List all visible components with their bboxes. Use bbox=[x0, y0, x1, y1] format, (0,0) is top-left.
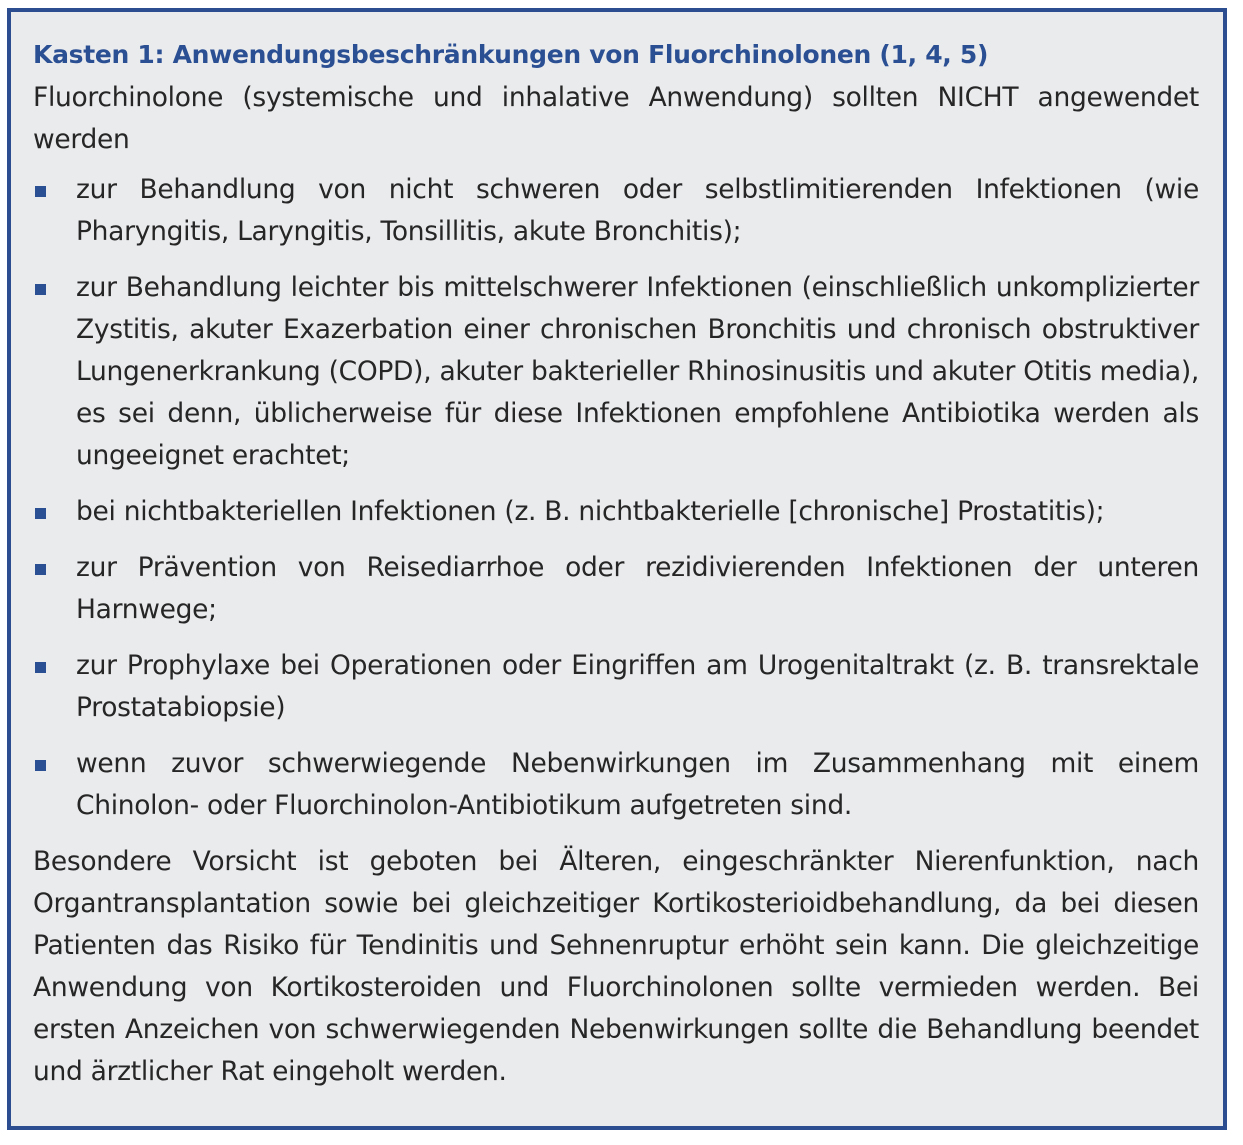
restriction-list bbox=[33, 169, 1199, 827]
square-bullet-icon bbox=[35, 760, 46, 771]
square-bullet-icon bbox=[35, 186, 46, 197]
list-item bbox=[33, 491, 1199, 533]
list-item-text: zur Behandlung leichter bis mittelschwerer Infektionen (einschließlich unkomplizierter Zystitis, akuter Exazerbation einer chronischen Bronchitis und chronisch obstruktiver Lungenerkrankung (COPD), akuter bakterieller Rhinosinusitis und akuter Otitis media), es sei denn, üblicherweise für diese Infektionen empfohlene Antibiotika werden als ungeeignet erachtet; bbox=[76, 272, 1199, 471]
list-item-text: zur Prävention von Reisediarrhoe oder rezidivierenden Infektionen der unteren Harnwege; bbox=[76, 552, 1199, 625]
list-item bbox=[33, 267, 1199, 477]
square-bullet-icon bbox=[35, 284, 46, 295]
list-item bbox=[33, 645, 1199, 729]
list-item-text: wenn zuvor schwerwiegende Nebenwirkungen im Zusammenhang mit einem Chinolon- oder Fluorchinolon-Antibiotikum aufgetreten sind. bbox=[76, 748, 1199, 821]
box-outro: Besondere Vorsicht ist geboten bei Älteren, eingeschränkter Nierenfunktion, nach Organtransplantation sowie bei gleichzeitiger Kortikosterioidbehandlung, da bei diesen Patienten das Risiko für Tendinitis und Sehnenruptur erhöht sein kann. Die gleichzeitige Anwendung von Kortikosteroiden und Fluorchinolonen sollte vermieden werden. Bei ersten Anzeichen von schwerwiegenden Nebenwirkungen sollte die Behandlung beendet und ärztlicher Rat eingeholt werden. bbox=[33, 846, 1199, 1087]
list-item bbox=[33, 743, 1199, 827]
list-item bbox=[33, 547, 1199, 631]
list-item bbox=[33, 169, 1199, 253]
box-intro: Fluorchinolone (systemische und inhalative Anwendung) sollten NICHT angewendet werden bbox=[33, 82, 1199, 155]
info-box bbox=[7, 8, 1227, 1130]
box-title: Kasten 1: Anwendungsbeschränkungen von Fluorchinolonen (1, 4, 5) bbox=[33, 40, 989, 69]
square-bullet-icon bbox=[35, 564, 46, 575]
list-item-text: zur Prophylaxe bei Operationen oder Eingriffen am Urogenitaltrakt (z. B. transrektale Prostatabiopsie) bbox=[76, 650, 1199, 723]
square-bullet-icon bbox=[35, 662, 46, 673]
list-item-text: zur Behandlung von nicht schweren oder selbstlimitierenden Infektionen (wie Pharyngitis, Laryngitis, Tonsillitis, akute Bronchitis); bbox=[76, 174, 1199, 247]
square-bullet-icon bbox=[35, 508, 46, 519]
list-item-text: bei nichtbakteriellen Infektionen (z. B. nichtbakterielle [chronische] Prostatitis); bbox=[76, 496, 1105, 527]
